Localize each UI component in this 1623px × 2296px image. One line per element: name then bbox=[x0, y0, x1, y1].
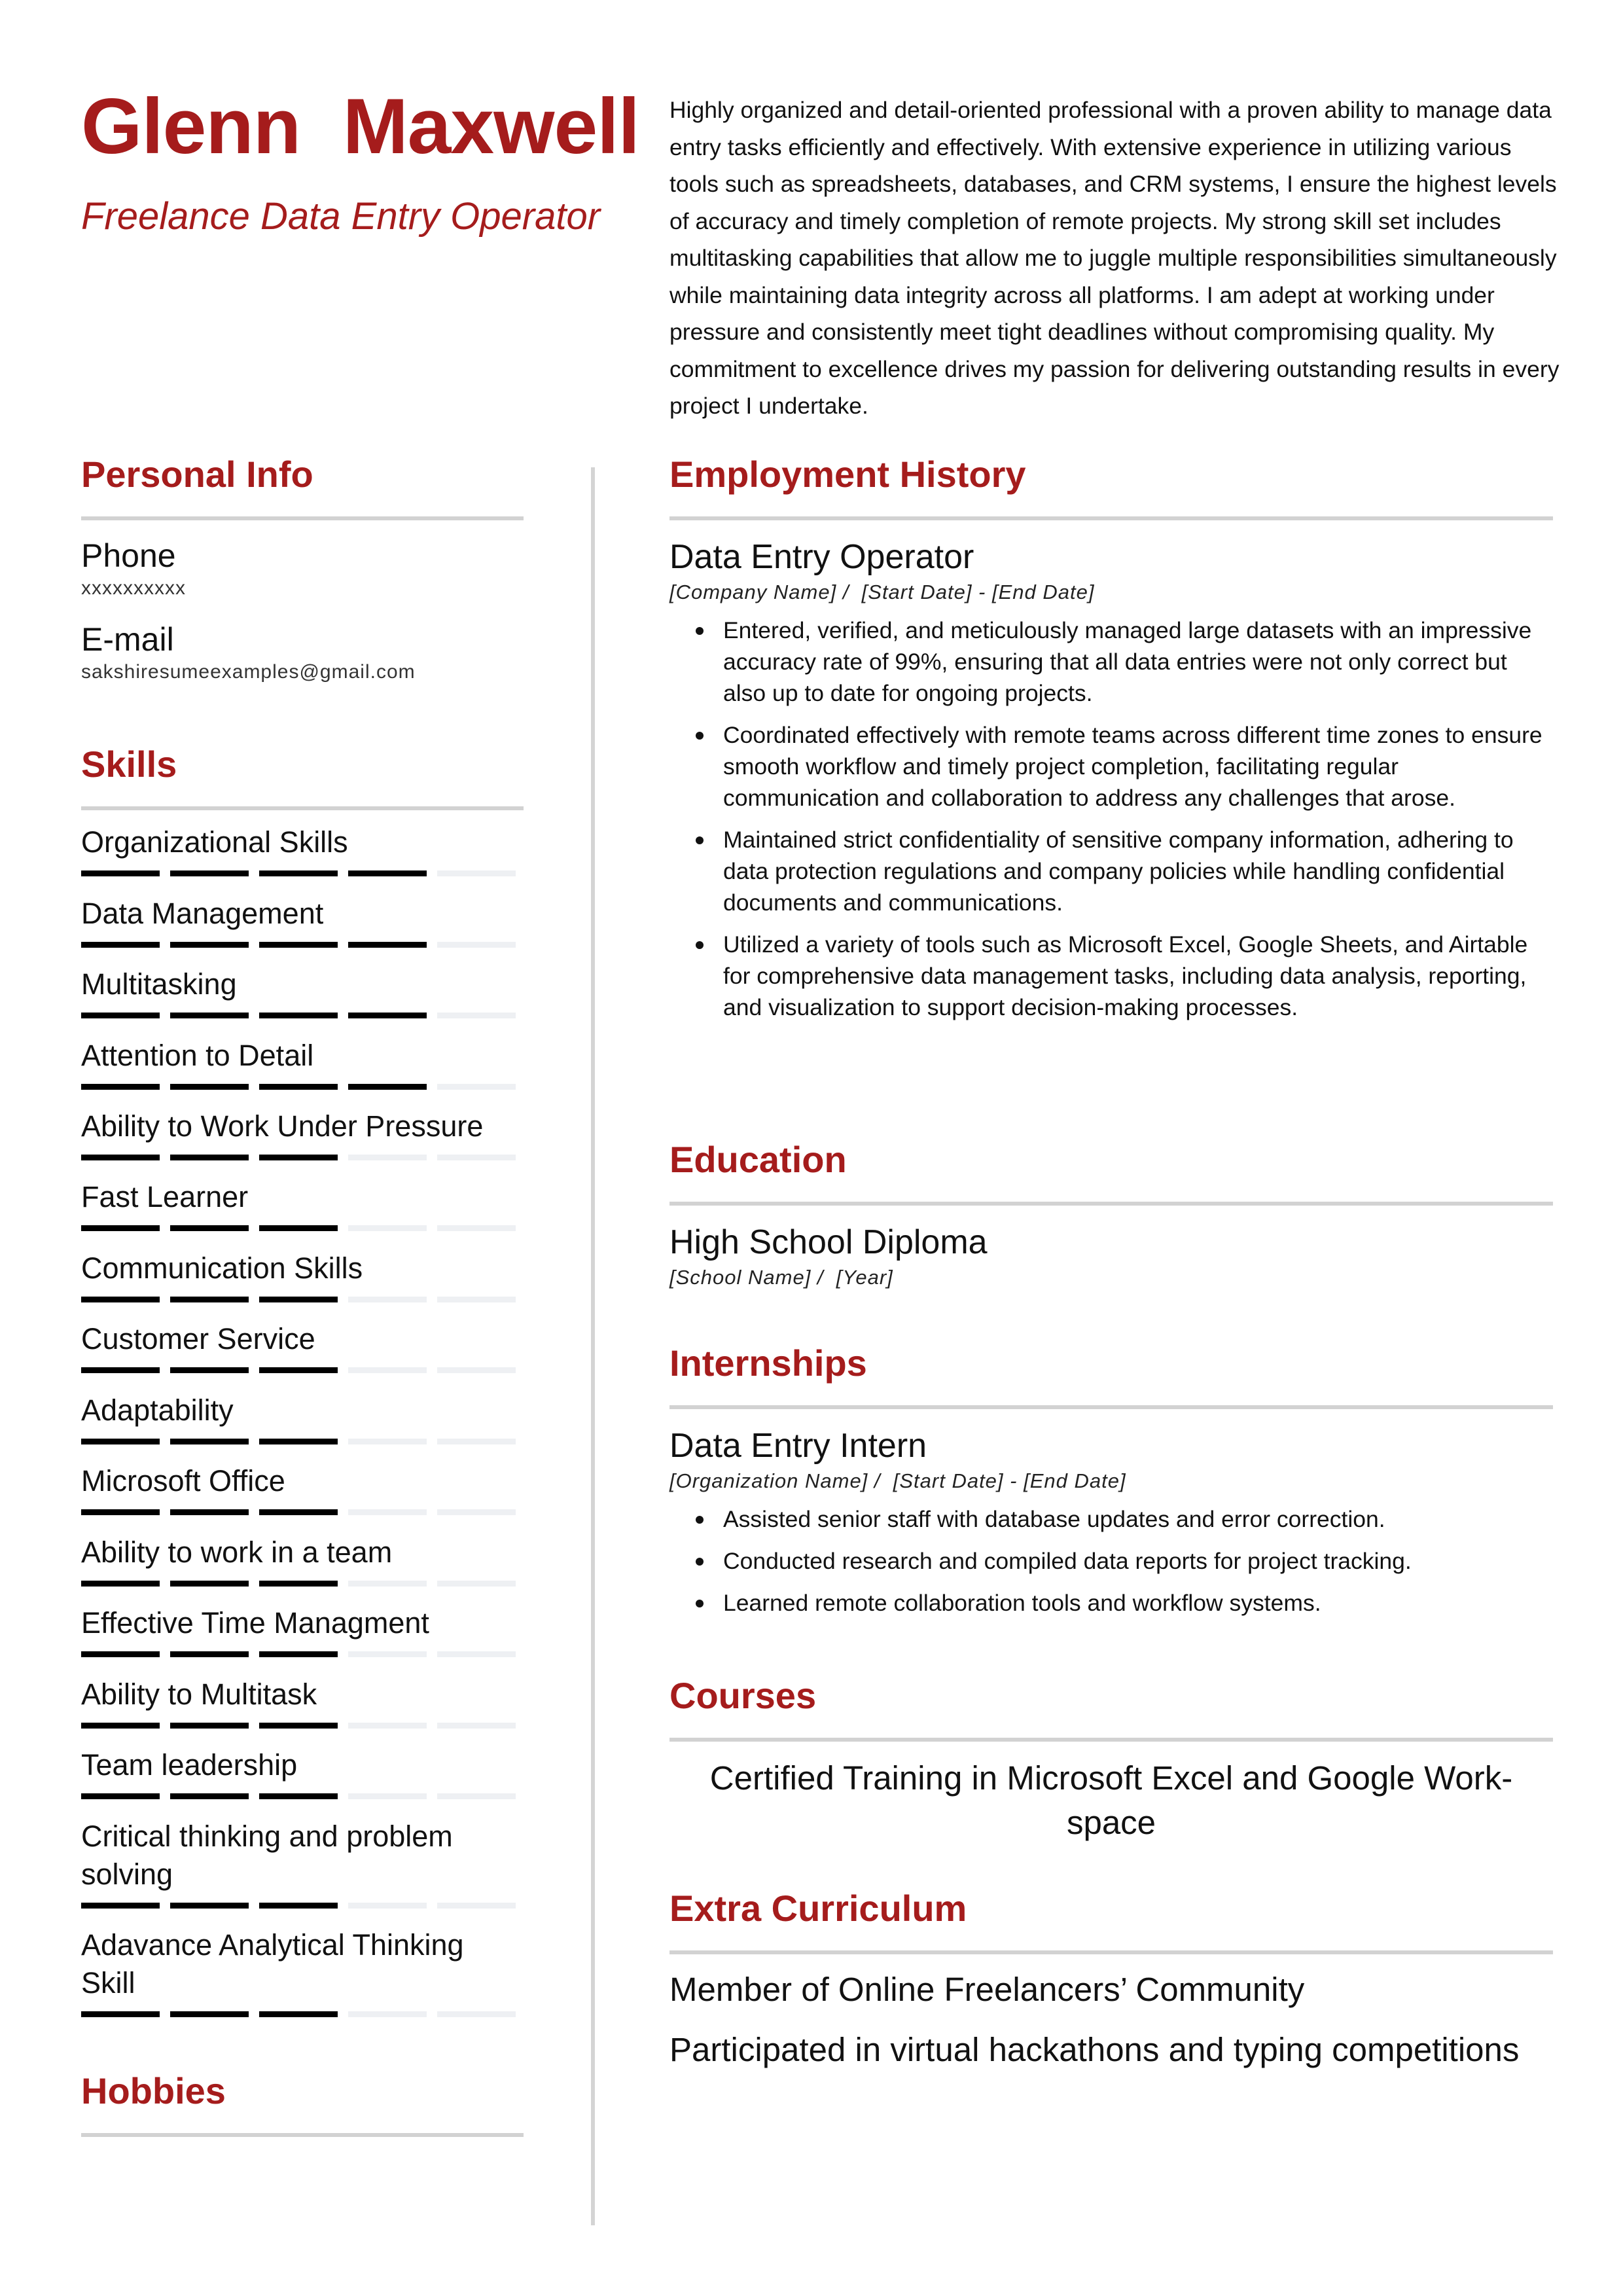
section-rule bbox=[81, 806, 524, 810]
internships-section bbox=[669, 1340, 1553, 1629]
skill-level-segment-filled bbox=[259, 870, 338, 876]
skill-level-segment-filled bbox=[170, 1509, 249, 1515]
skill-item bbox=[81, 1604, 526, 1657]
job-title: Data Entry Operator bbox=[669, 538, 974, 576]
skill-level-segment-filled bbox=[170, 1793, 249, 1799]
skill-level-segment-filled bbox=[348, 870, 427, 876]
job-entry bbox=[669, 536, 1553, 1023]
education-meta: [School Name] / [Year] bbox=[669, 1266, 893, 1289]
skill-level-segment-filled bbox=[81, 1581, 160, 1587]
skill-level-segment-filled bbox=[170, 1013, 249, 1018]
skill-level-meter bbox=[81, 1651, 526, 1657]
skill-level-segment-empty bbox=[437, 1581, 516, 1587]
skill-level-segment-filled bbox=[259, 1084, 338, 1090]
degree-title: High School Diploma bbox=[669, 1223, 988, 1261]
skill-level-segment-empty bbox=[437, 1084, 516, 1090]
skill-level-segment-filled bbox=[170, 1367, 249, 1373]
skill-level-segment-empty bbox=[348, 1509, 427, 1515]
skill-item bbox=[81, 1676, 526, 1729]
skill-level-segment-filled bbox=[259, 1225, 338, 1231]
section-heading-hobbies: Hobbies bbox=[81, 2070, 226, 2111]
phone-label: Phone bbox=[81, 537, 176, 574]
job-bullet: Utilized a variety of tools such as Microsoft Excel, Google Sheets, and Airtable for comprehensive data management tasks, including data analysis, reporting, and visualization to support decision-making processes. bbox=[723, 929, 1553, 1023]
skill-level-segment-filled bbox=[348, 942, 427, 948]
section-heading-education: Education bbox=[669, 1139, 847, 1180]
job-bullets bbox=[669, 615, 1553, 1023]
extra-curriculum-section bbox=[669, 1886, 1553, 2071]
skill-level-meter bbox=[81, 1367, 526, 1373]
section-rule bbox=[81, 516, 524, 520]
skill-level-segment-filled bbox=[170, 1651, 249, 1657]
skill-level-segment-filled bbox=[81, 1439, 160, 1444]
personal-info-section bbox=[81, 452, 524, 685]
skill-item bbox=[81, 1320, 526, 1373]
section-heading-personal-info: Personal Info bbox=[81, 454, 313, 495]
internship-meta: [Organization Name] / [Start Date] - [End Date] bbox=[669, 1469, 1126, 1492]
skill-item bbox=[81, 1926, 526, 2017]
internship-bullet: Learned remote collaboration tools and workflow systems. bbox=[723, 1587, 1553, 1619]
skill-item bbox=[81, 895, 526, 948]
extra-item: Participated in virtual hackathons and typing competitions bbox=[669, 2031, 1520, 2068]
section-rule bbox=[669, 1405, 1553, 1409]
skill-name: Microsoft Office bbox=[81, 1464, 285, 1498]
skill-item bbox=[81, 1746, 526, 1799]
skill-level-meter bbox=[81, 1903, 526, 1909]
skill-level-segment-filled bbox=[81, 1723, 160, 1729]
internship-bullet: Assisted senior staff with database updates and error correction. bbox=[723, 1503, 1553, 1535]
skill-name: Ability to work in a team bbox=[81, 1535, 393, 1569]
skill-level-segment-empty bbox=[348, 1367, 427, 1373]
skill-level-segment-empty bbox=[437, 1155, 516, 1160]
skill-level-segment-filled bbox=[259, 1367, 338, 1373]
skill-name: Data Management bbox=[81, 897, 324, 930]
skill-level-segment-filled bbox=[259, 942, 338, 948]
section-rule bbox=[669, 1738, 1553, 1742]
skill-level-segment-filled bbox=[259, 1903, 338, 1909]
skill-level-segment-empty bbox=[348, 1155, 427, 1160]
skill-level-meter bbox=[81, 1155, 526, 1160]
skill-item bbox=[81, 965, 526, 1018]
section-rule bbox=[81, 2133, 524, 2137]
skill-name: Ability to Multitask bbox=[81, 1677, 317, 1711]
section-rule bbox=[669, 1950, 1553, 1954]
skill-level-segment-empty bbox=[437, 1297, 516, 1302]
candidate-name: Glenn Maxwell bbox=[81, 82, 639, 170]
skill-level-segment-filled bbox=[81, 1155, 160, 1160]
course-item: Certified Training in Microsoft Excel and Google Work- space bbox=[709, 1759, 1513, 1841]
skill-level-segment-filled bbox=[259, 1793, 338, 1799]
skill-level-segment-filled bbox=[81, 942, 160, 948]
skill-name: Adavance Analytical Thinking Skill bbox=[81, 1928, 464, 2000]
hobbies-section bbox=[81, 2068, 524, 2137]
skill-level-segment-filled bbox=[259, 1723, 338, 1729]
email-value: sakshiresumeexamples@gmail.com bbox=[81, 661, 416, 683]
section-heading-extra-curriculum: Extra Curriculum bbox=[669, 1888, 967, 1929]
skill-item bbox=[81, 1037, 526, 1090]
section-rule bbox=[669, 1202, 1553, 1206]
skill-level-segment-filled bbox=[170, 1903, 249, 1909]
personal-info-item-phone bbox=[81, 536, 524, 601]
skill-item bbox=[81, 1391, 526, 1444]
skill-level-segment-empty bbox=[437, 1013, 516, 1018]
skill-item bbox=[81, 1462, 526, 1515]
skill-level-segment-empty bbox=[348, 1903, 427, 1909]
skill-level-segment-filled bbox=[170, 1155, 249, 1160]
skill-item bbox=[81, 1178, 526, 1231]
skill-level-segment-filled bbox=[259, 1013, 338, 1018]
skill-level-meter bbox=[81, 870, 526, 876]
skill-level-meter bbox=[81, 2011, 526, 2017]
job-bullet: Entered, verified, and meticulously managed large datasets with an impressive accuracy rate of 99%, ensuring that all data entries were not only correct but also up to date for ongoing projects. bbox=[723, 615, 1553, 709]
skill-level-meter bbox=[81, 1013, 526, 1018]
skill-level-segment-empty bbox=[348, 1723, 427, 1729]
skill-name: Multitasking bbox=[81, 967, 237, 1001]
candidate-title: Freelance Data Entry Operator bbox=[81, 195, 601, 238]
skill-item bbox=[81, 1818, 526, 1909]
skill-level-segment-empty bbox=[437, 942, 516, 948]
skill-level-segment-filled bbox=[259, 1509, 338, 1515]
skill-level-segment-filled bbox=[81, 1225, 160, 1231]
skill-level-segment-filled bbox=[81, 1367, 160, 1373]
skill-level-segment-empty bbox=[437, 1903, 516, 1909]
skill-level-segment-filled bbox=[81, 1084, 160, 1090]
skill-level-segment-filled bbox=[259, 2011, 338, 2017]
internship-bullets bbox=[669, 1503, 1553, 1619]
skill-level-segment-empty bbox=[437, 1367, 516, 1373]
skill-item bbox=[81, 1107, 526, 1160]
skill-level-segment-empty bbox=[437, 1439, 516, 1444]
skill-level-segment-filled bbox=[81, 2011, 160, 2017]
skill-level-segment-filled bbox=[259, 1297, 338, 1302]
skill-item bbox=[81, 1249, 526, 1302]
section-heading-skills: Skills bbox=[81, 744, 177, 785]
skill-level-segment-filled bbox=[170, 1084, 249, 1090]
skill-level-segment-filled bbox=[81, 1509, 160, 1515]
skill-level-segment-filled bbox=[259, 1155, 338, 1160]
education-section bbox=[669, 1137, 1553, 1292]
section-heading-courses: Courses bbox=[669, 1675, 817, 1716]
skill-level-segment-filled bbox=[81, 1903, 160, 1909]
skill-name: Critical thinking and problem solving bbox=[81, 1820, 453, 1891]
personal-info-item-email bbox=[81, 620, 524, 685]
skill-level-segment-empty bbox=[348, 1225, 427, 1231]
skill-level-segment-empty bbox=[348, 1439, 427, 1444]
skill-name: Adaptability bbox=[81, 1393, 234, 1427]
skill-level-segment-empty bbox=[437, 1509, 516, 1515]
skill-name: Customer Service bbox=[81, 1322, 315, 1355]
skill-level-segment-filled bbox=[170, 1297, 249, 1302]
skill-level-segment-filled bbox=[348, 1084, 427, 1090]
internship-entry bbox=[669, 1425, 1553, 1619]
skill-level-segment-filled bbox=[81, 1297, 160, 1302]
section-heading-internships: Internships bbox=[669, 1342, 867, 1384]
skill-level-segment-filled bbox=[348, 1013, 427, 1018]
skill-name: Attention to Detail bbox=[81, 1039, 314, 1072]
skill-level-segment-filled bbox=[81, 1013, 160, 1018]
employment-section bbox=[669, 452, 1553, 1033]
skill-name: Effective Time Managment bbox=[81, 1606, 429, 1640]
skill-item bbox=[81, 1534, 526, 1587]
skill-level-segment-empty bbox=[348, 1297, 427, 1302]
skill-level-segment-filled bbox=[170, 1581, 249, 1587]
skill-level-meter bbox=[81, 1581, 526, 1587]
skill-name: Team leadership bbox=[81, 1748, 298, 1782]
internship-bullet: Conducted research and compiled data reports for project tracking. bbox=[723, 1545, 1553, 1577]
skill-level-segment-empty bbox=[437, 2011, 516, 2017]
profile-summary: Highly organized and detail-oriented professional with a proven ability to manage data entry tasks efficiently and effectively. With extensive experience in utilizing various tools such as spreadsheets, databases, and CRM systems, I ensure the highest levels of accuracy and timely completion of remote projects. My strong skill set includes multitasking capabilities that allow me to juggle multiple responsibilities simultaneously while maintaining data integrity across all platforms. I am adept at working under pressure and consistently meet tight deadlines without compromising quality. My commitment to excellence drives my passion for delivering outstanding results in every project I undertake. bbox=[669, 97, 1560, 419]
skill-name: Organizational Skills bbox=[81, 825, 348, 859]
skill-level-meter bbox=[81, 1225, 526, 1231]
internship-title: Data Entry Intern bbox=[669, 1427, 927, 1465]
skill-level-meter bbox=[81, 1509, 526, 1515]
column-divider bbox=[591, 467, 595, 2225]
skills-section bbox=[81, 742, 524, 810]
skill-level-meter bbox=[81, 1723, 526, 1729]
skill-name: Fast Learner bbox=[81, 1180, 249, 1213]
skill-level-segment-empty bbox=[437, 1651, 516, 1657]
email-label: E-mail bbox=[81, 621, 174, 658]
education-entry bbox=[669, 1221, 1553, 1292]
skill-level-segment-filled bbox=[259, 1651, 338, 1657]
skill-level-segment-filled bbox=[170, 2011, 249, 2017]
skill-level-segment-empty bbox=[348, 2011, 427, 2017]
skill-level-segment-empty bbox=[348, 1581, 427, 1587]
skill-level-segment-filled bbox=[170, 942, 249, 948]
skill-level-segment-filled bbox=[170, 1225, 249, 1231]
job-bullet: Maintained strict confidentiality of sensitive company information, adhering to data protection regulations and company policies while handling confidential documents and communications. bbox=[723, 824, 1553, 918]
skill-level-segment-filled bbox=[81, 870, 160, 876]
skill-level-segment-filled bbox=[170, 1723, 249, 1729]
skill-level-segment-empty bbox=[348, 1793, 427, 1799]
skill-level-segment-filled bbox=[259, 1439, 338, 1444]
skill-level-meter bbox=[81, 1297, 526, 1302]
skill-level-meter bbox=[81, 1084, 526, 1090]
skill-name: Communication Skills bbox=[81, 1251, 363, 1285]
skill-level-segment-filled bbox=[81, 1651, 160, 1657]
extra-item: Member of Online Freelancers’ Community bbox=[669, 1971, 1305, 2008]
job-bullet: Coordinated effectively with remote teams across different time zones to ensure smooth workflow and timely project completion, facilitating regular communication and collaboration to address any challenges that arose. bbox=[723, 719, 1553, 814]
skill-level-meter bbox=[81, 1793, 526, 1799]
skill-level-segment-empty bbox=[437, 870, 516, 876]
section-rule bbox=[669, 516, 1553, 520]
job-meta: [Company Name] / [Start Date] - [End Date] bbox=[669, 581, 1095, 603]
skill-level-segment-empty bbox=[348, 1651, 427, 1657]
skill-level-segment-filled bbox=[170, 1439, 249, 1444]
skill-item bbox=[81, 823, 526, 876]
skill-level-meter bbox=[81, 942, 526, 948]
skill-name: Ability to Work Under Pressure bbox=[81, 1109, 484, 1143]
skill-level-segment-filled bbox=[170, 870, 249, 876]
skill-level-meter bbox=[81, 1439, 526, 1444]
skill-level-segment-empty bbox=[437, 1793, 516, 1799]
courses-section bbox=[669, 1673, 1553, 1845]
skill-level-segment-filled bbox=[81, 1793, 160, 1799]
skill-level-segment-empty bbox=[437, 1723, 516, 1729]
phone-value: xxxxxxxxxx bbox=[81, 577, 186, 599]
skill-level-segment-empty bbox=[437, 1225, 516, 1231]
section-heading-employment: Employment History bbox=[669, 454, 1026, 495]
skill-level-segment-filled bbox=[259, 1581, 338, 1587]
